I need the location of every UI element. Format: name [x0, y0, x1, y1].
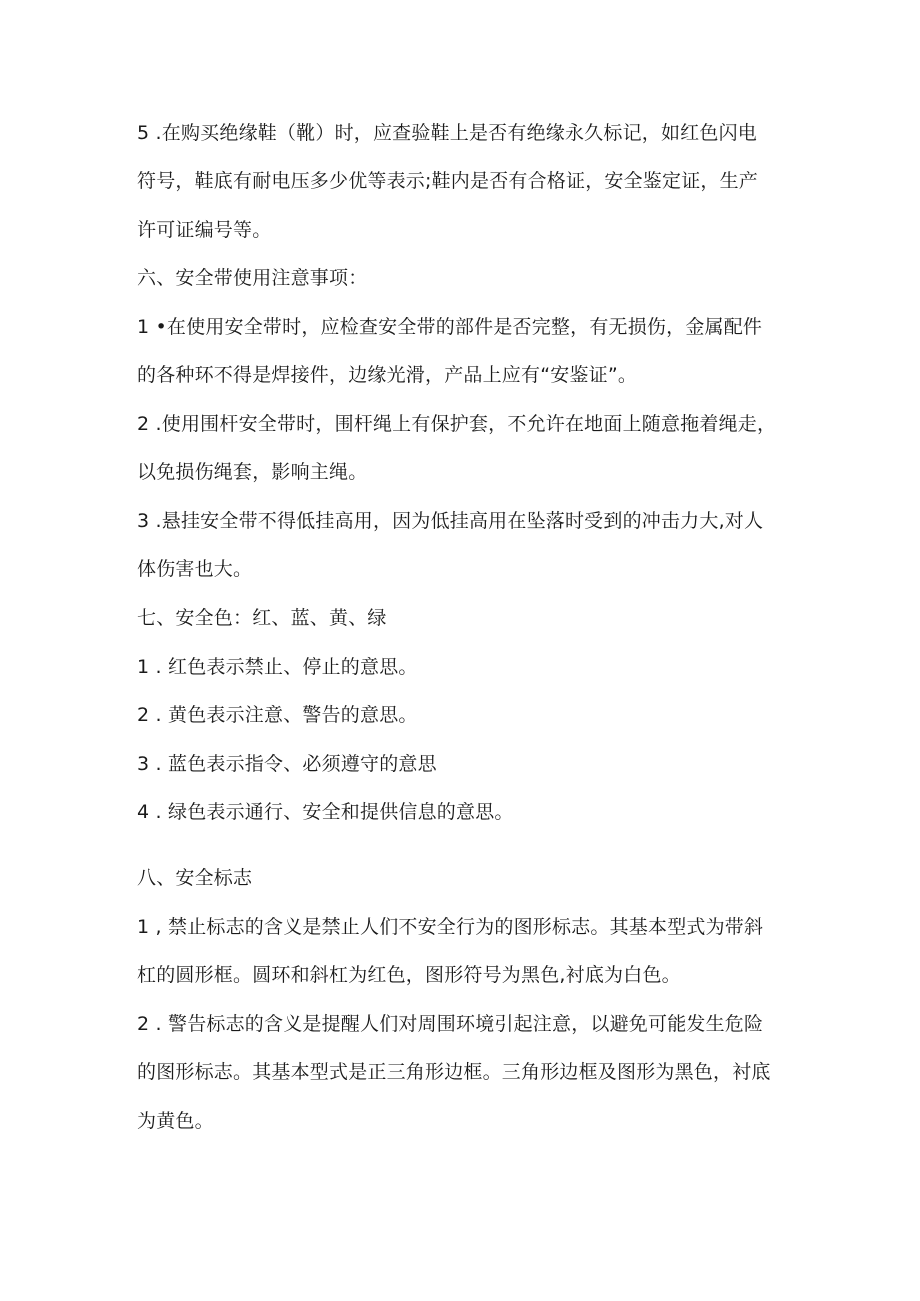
- paragraph-5-line-1: 5 .在购买绝缘鞋（靴）时，应查验鞋上是否有绝缘永久标记，如红色闪电: [137, 122, 757, 144]
- item-7-1: 1 . 红色表示禁止、停止的意思。: [137, 656, 418, 678]
- item-8-2-line-2: 的图形标志。其基本型式是正三角形边框。三角形边框及图形为黑色，衬底: [137, 1061, 771, 1083]
- item-7-3: 3 . 蓝色表示指令、必须遵守的意思: [137, 753, 437, 775]
- section-7-heading: 七、安全色：红、蓝、黄、绿: [137, 607, 387, 629]
- item-6-1-line-1: 1 •在使用安全带时，应检查安全带的部件是否完整，有无损伤，金属配件: [137, 316, 763, 338]
- section-8-heading: 八、安全标志: [137, 867, 253, 889]
- item-6-2-line-2: 以免损伤绳套，影响主绳。: [137, 461, 368, 483]
- item-8-2-line-1: 2 . 警告标志的含义是提醒人们对周围环境引起注意，以避免可能发生危险: [137, 1013, 764, 1035]
- item-7-4: 4 . 绿色表示通行、安全和提供信息的意思。: [137, 801, 514, 823]
- item-7-2: 2 . 黄色表示注意、警告的意思。: [137, 704, 418, 726]
- item-6-2-line-1: 2 .使用围杆安全带时，围杆绳上有保护套，不允许在地面上随意拖着绳走，: [137, 413, 777, 435]
- item-8-1-line-2: 杠的圆形框。圆环和斜杠为红色，图形符号为黑色,衬底为白色。: [137, 964, 681, 986]
- item-8-1-line-1: 1 , 禁止标志的含义是禁止人们不安全行为的图形标志。其基本型式为带斜: [137, 916, 764, 938]
- section-6-heading: 六、安全带使用注意事项：: [137, 267, 368, 289]
- item-6-1-line-2: 的各种环不得是焊接件，边缘光滑，产品上应有“安鉴证”。: [137, 364, 638, 386]
- paragraph-5-line-2: 符号，鞋底有耐电压多少优等表示;鞋内是否有合格证，安全鉴定证，生产: [137, 170, 759, 192]
- item-6-3-line-1: 3 .悬挂安全带不得低挂高用，因为低挂高用在坠落时受到的冲击力大,对人: [137, 510, 764, 532]
- item-6-3-line-2: 体伤害也大。: [137, 558, 253, 580]
- paragraph-5-line-3: 许可证编号等。: [137, 219, 272, 241]
- item-8-2-line-3: 为黄色。: [137, 1110, 214, 1132]
